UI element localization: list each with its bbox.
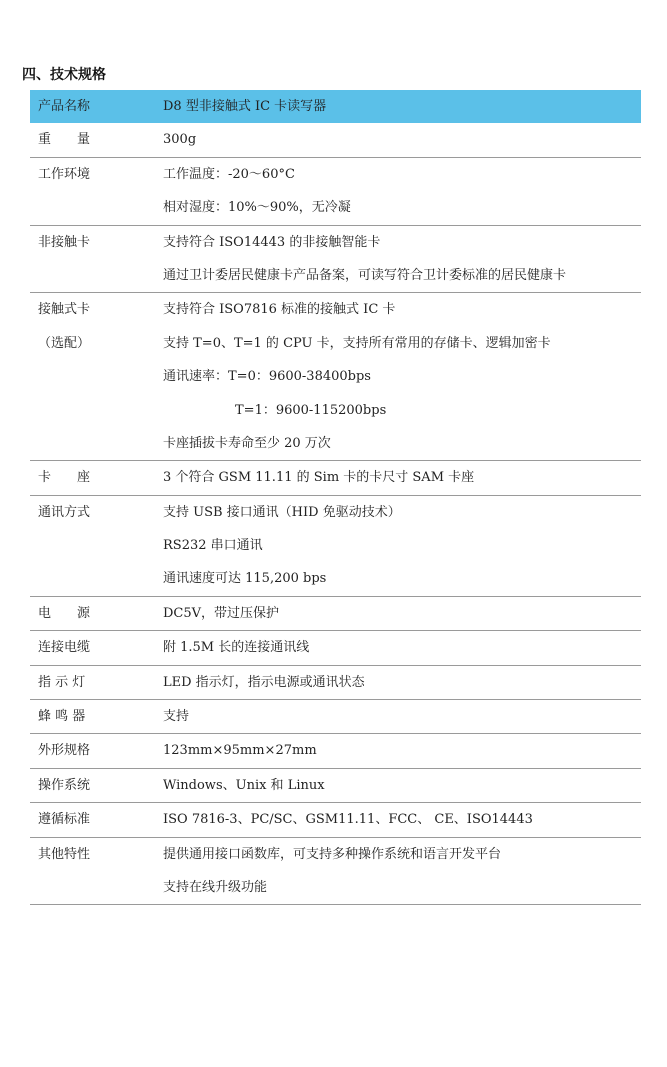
spec-value-line: 支持符合 ISO14443 的非接触智能卡 [163, 234, 381, 250]
spec-key-cell [30, 700, 163, 734]
spec-value-cell [163, 123, 641, 157]
spec-value-line: 300g [163, 132, 197, 148]
spec-row-dimensions [30, 734, 641, 768]
spec-key: 产品名称 [38, 99, 91, 114]
spec-value-cell [163, 225, 641, 293]
spec-table [30, 90, 641, 905]
spec-value-line: 通讯速率：T=0：9600-38400bps [163, 369, 371, 385]
spec-key: 连接电缆 [38, 640, 91, 656]
spec-row-cable [30, 631, 641, 665]
spec-key-cell [30, 90, 163, 123]
spec-key-cell [30, 734, 163, 768]
spec-value-line: 工作温度：-20～60°C [163, 166, 295, 182]
spec-value-line: 通讯速度可达 115,200 bps [163, 571, 327, 587]
spec-value-line: 123mm×95mm×27mm [163, 743, 317, 759]
spec-row-environment [30, 157, 641, 225]
spec-value-cell [163, 293, 641, 461]
spec-key-cell [30, 461, 163, 495]
spec-value-cell [163, 734, 641, 768]
spec-value-line: 卡座插拔卡寿命至少 20 万次 [163, 435, 331, 451]
spec-value-line: RS232 串口通讯 [163, 538, 263, 554]
spec-key: 其他特性 [38, 846, 91, 862]
spec-key-cell [30, 225, 163, 293]
spec-row-os [30, 768, 641, 802]
spec-value-cell [163, 631, 641, 665]
spec-row-communication [30, 495, 641, 596]
spec-value-line: 相对湿度：10%～90%，无冷凝 [163, 200, 351, 216]
spec-value-cell [163, 495, 641, 596]
spec-key: 操作系统 [38, 777, 91, 793]
spec-row-product-name [30, 90, 641, 123]
spec-key: 蜂 鸣 器 [38, 709, 86, 725]
spec-key: 非接触卡 [38, 234, 91, 250]
spec-value-line: 3 个符合 GSM 11.11 的 Sim 卡的卡尺寸 SAM 卡座 [163, 470, 475, 486]
spec-value-line: LED 指示灯，指示电源或通讯状态 [163, 674, 365, 690]
spec-value-line: Windows、Unix 和 Linux [163, 777, 325, 793]
spec-key: 外形规格 [38, 743, 91, 759]
spec-value-line: 支持 USB 接口通讯（HID 免驱动技术） [163, 504, 401, 520]
spec-value-line: T=1：9600-115200bps [235, 402, 387, 418]
spec-key: 卡 座 [38, 470, 91, 486]
spec-key-cell [30, 495, 163, 596]
spec-key-cell [30, 631, 163, 665]
spec-value-cell [163, 596, 641, 630]
spec-value-cell [163, 837, 641, 905]
spec-value-cell [163, 157, 641, 225]
spec-value-line: 支持 [163, 709, 190, 725]
spec-value-line: 附 1.5M 长的连接通讯线 [163, 640, 310, 656]
spec-value-line: 支持在线升级功能 [163, 879, 268, 895]
spec-row-weight [30, 123, 641, 157]
spec-key-cell [30, 596, 163, 630]
spec-key: 通讯方式 [38, 504, 91, 520]
spec-value-line: 支持符合 ISO7816 标准的接触式 IC 卡 [163, 302, 396, 318]
spec-key-cell [30, 768, 163, 802]
spec-key: 工作环境 [38, 166, 91, 182]
spec-key-cell [30, 293, 163, 461]
spec-value-cell [163, 90, 641, 123]
spec-value-cell [163, 700, 641, 734]
spec-key-cell [30, 803, 163, 837]
spec-key-cell [30, 123, 163, 157]
spec-key: 电 源 [38, 605, 91, 621]
spec-value-cell [163, 665, 641, 699]
spec-row-card-slot [30, 461, 641, 495]
spec-row-contactless-card [30, 225, 641, 293]
spec-row-power [30, 596, 641, 630]
spec-key-cell [30, 837, 163, 905]
spec-value-line: 提供通用接口函数库，可支持多种操作系统和语言开发平台 [163, 846, 502, 862]
spec-value-cell [163, 768, 641, 802]
spec-value-cell [163, 461, 641, 495]
spec-key: 指 示 灯 [38, 674, 86, 690]
spec-row-indicator [30, 665, 641, 699]
section-title: 四、技术规格 [22, 67, 106, 83]
spec-row-buzzer [30, 700, 641, 734]
spec-value-line: ISO 7816-3、PC/SC、GSM11.11、FCC、 CE、ISO14443 [163, 812, 533, 828]
spec-key: 接触式卡 [38, 302, 91, 318]
spec-key-note: （选配） [38, 335, 91, 351]
spec-value-line: 支持 T=0、T=1 的 CPU 卡，支持所有常用的存储卡、逻辑加密卡 [163, 335, 551, 351]
spec-value-line: DC5V，带过压保护 [163, 605, 280, 621]
spec-key: 重 量 [38, 132, 91, 148]
spec-value-line: D8 型非接触式 IC 卡读写器 [163, 99, 327, 114]
spec-key: 遵循标准 [38, 812, 91, 828]
spec-row-other-features [30, 837, 641, 905]
spec-value-line: 通过卫计委居民健康卡产品备案，可读写符合卫计委标准的居民健康卡 [163, 267, 567, 283]
spec-key-cell [30, 157, 163, 225]
spec-key-cell [30, 665, 163, 699]
spec-row-contact-card [30, 293, 641, 461]
spec-row-standards [30, 803, 641, 837]
spec-value-cell [163, 803, 641, 837]
